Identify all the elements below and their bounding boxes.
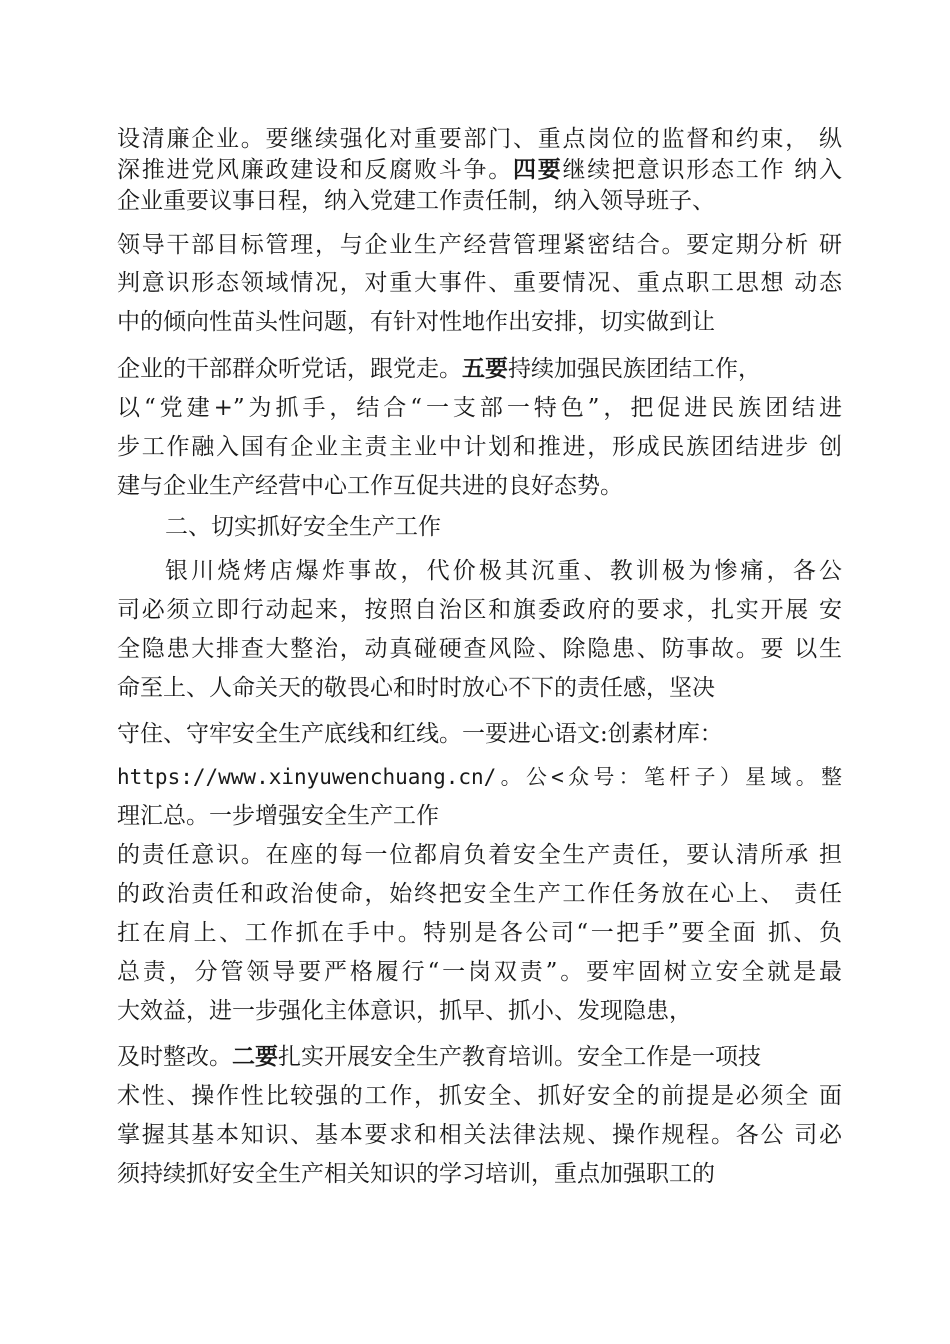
text-line: 企业的干部群众听党话，跟党走。五要持续加强民族团结工作， (117, 356, 761, 382)
text-line: 领导干部目标管理，与企业生产经营管理紧密结合。要定期分析 研 (117, 232, 842, 258)
text-line: 总责，分管领导要严格履行“一岗双责”。要牢固树立安全就是最 (117, 959, 842, 985)
text-line: 及时整改。二要扎实开展安全生产教育培训。安全工作是一项技 (117, 1044, 761, 1070)
text-line: 掌握其基本知识、基本要求和相关法律法规、操作规程。各公 司必 (117, 1122, 842, 1148)
section-heading: 二、切实抓好安全生产工作 (165, 514, 441, 540)
text-line: 企业重要议事日程，纳入党建工作责任制，纳入领导班子、 (117, 188, 715, 214)
text-line: 术性、操作性比较强的工作，抓安全、抓好安全的前提是必须全 面 (117, 1083, 842, 1109)
text-line: 的责任意识。在座的每一位都肩负着安全生产责任，要认清所承 担 (117, 842, 842, 868)
text-line: 中的倾向性苗头性问题，有针对性地作出安排，切实做到让 (117, 309, 715, 335)
text-line: 的政治责任和政治使命，始终把安全生产工作任务放在心上、 责任 (117, 881, 842, 907)
text-line: 全隐患大排查大整治，动真碰硬查风险、除隐患、防事故。要 以生 (117, 636, 842, 662)
keyword: 五要 (462, 356, 508, 382)
text-line: 须持续抓好安全生产相关知识的学习培训，重点加强职工的 (117, 1161, 715, 1187)
text-line: 大效益，进一步强化主体意识，抓早、抓小、发现隐患， (117, 998, 692, 1024)
text-line: 设清廉企业。要继续强化对重要部门、重点岗位的监督和约束， 纵 (117, 126, 842, 152)
text-line: 深推进党风廉政建设和反腐败斗争。四要继续把意识形态工作 纳入 (117, 157, 842, 183)
text-line: 命至上、人命关天的敬畏心和时时放心不下的责任感，坚决 (117, 675, 715, 701)
text-line: https://www.xinyuwenchuang.cn/。公<众号：笔杆子）星域。整 (117, 765, 842, 789)
keyword: 二要 (232, 1044, 278, 1070)
text-line: 建与企业生产经营中心工作互促共进的良好态势。 (117, 473, 623, 499)
text-line: 银川烧烤店爆炸事故，代价极其沉重、教训极为惨痛，各公 (165, 558, 842, 584)
text-line: 守住、守牢安全生产底线和红线。一要进心语文:创素材库： (117, 721, 723, 747)
text-line: 步工作融入国有企业主责主业中计划和推进，形成民族团结进步 创 (117, 434, 842, 460)
text-line: 理汇总。一步增强安全生产工作 (117, 803, 439, 829)
text-line: 司必须立即行动起来，按照自治区和旗委政府的要求，扎实开展 安 (117, 597, 842, 623)
keyword: 四要 (512, 157, 563, 183)
text-line: 扛在肩上、工作抓在手中。特别是各公司“一把手”要全面 抓、负 (117, 920, 842, 946)
text-line: 判意识形态领域情况，对重大事件、重要情况、重点职工思想 动态 (117, 270, 842, 296)
text-line: 以“党建+”为抓手，结合“一支部一特色”，把促进民族团结进 (117, 395, 842, 421)
